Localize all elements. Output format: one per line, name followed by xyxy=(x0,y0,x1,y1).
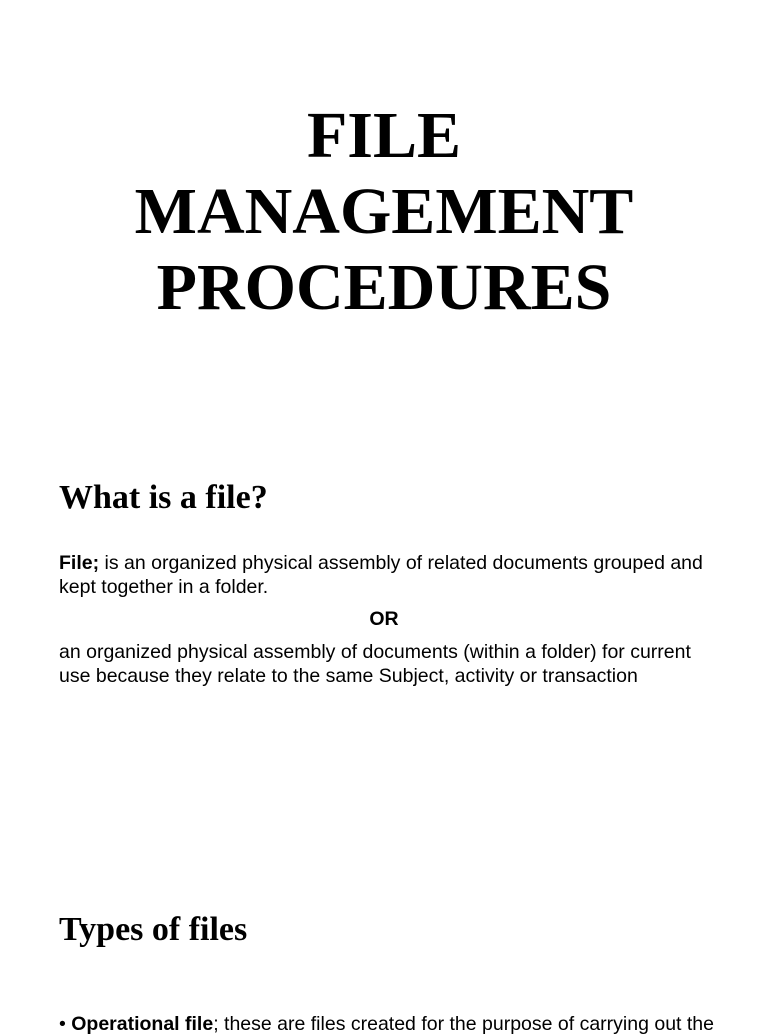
what-is-file-heading: What is a file? xyxy=(59,479,268,516)
file-type-text: ; these are files created for the purpose of carrying out the xyxy=(213,1013,714,1035)
definition-term: File; xyxy=(59,552,100,574)
alternative-definition: an organized physical assembly of documents (within a folder) for current use because they relate to the same Subject, activity or transaction xyxy=(59,641,691,687)
title-slide xyxy=(0,0,768,440)
file-definition xyxy=(59,551,709,599)
document-title xyxy=(0,98,768,326)
file-type-term: Operational file xyxy=(71,1013,214,1035)
definition-text: is an organized physical assembly of related documents grouped and kept together in a folder. xyxy=(59,552,703,598)
file-type-item xyxy=(59,1012,768,1036)
title-line-2: MANAGEMENT xyxy=(134,175,634,248)
title-line-3: PROCEDURES xyxy=(156,251,612,324)
bullet-icon: • xyxy=(59,1013,66,1035)
title-line-1: FILE xyxy=(306,99,462,172)
or-separator: OR xyxy=(369,608,399,630)
types-of-files-heading: Types of files xyxy=(59,911,248,948)
